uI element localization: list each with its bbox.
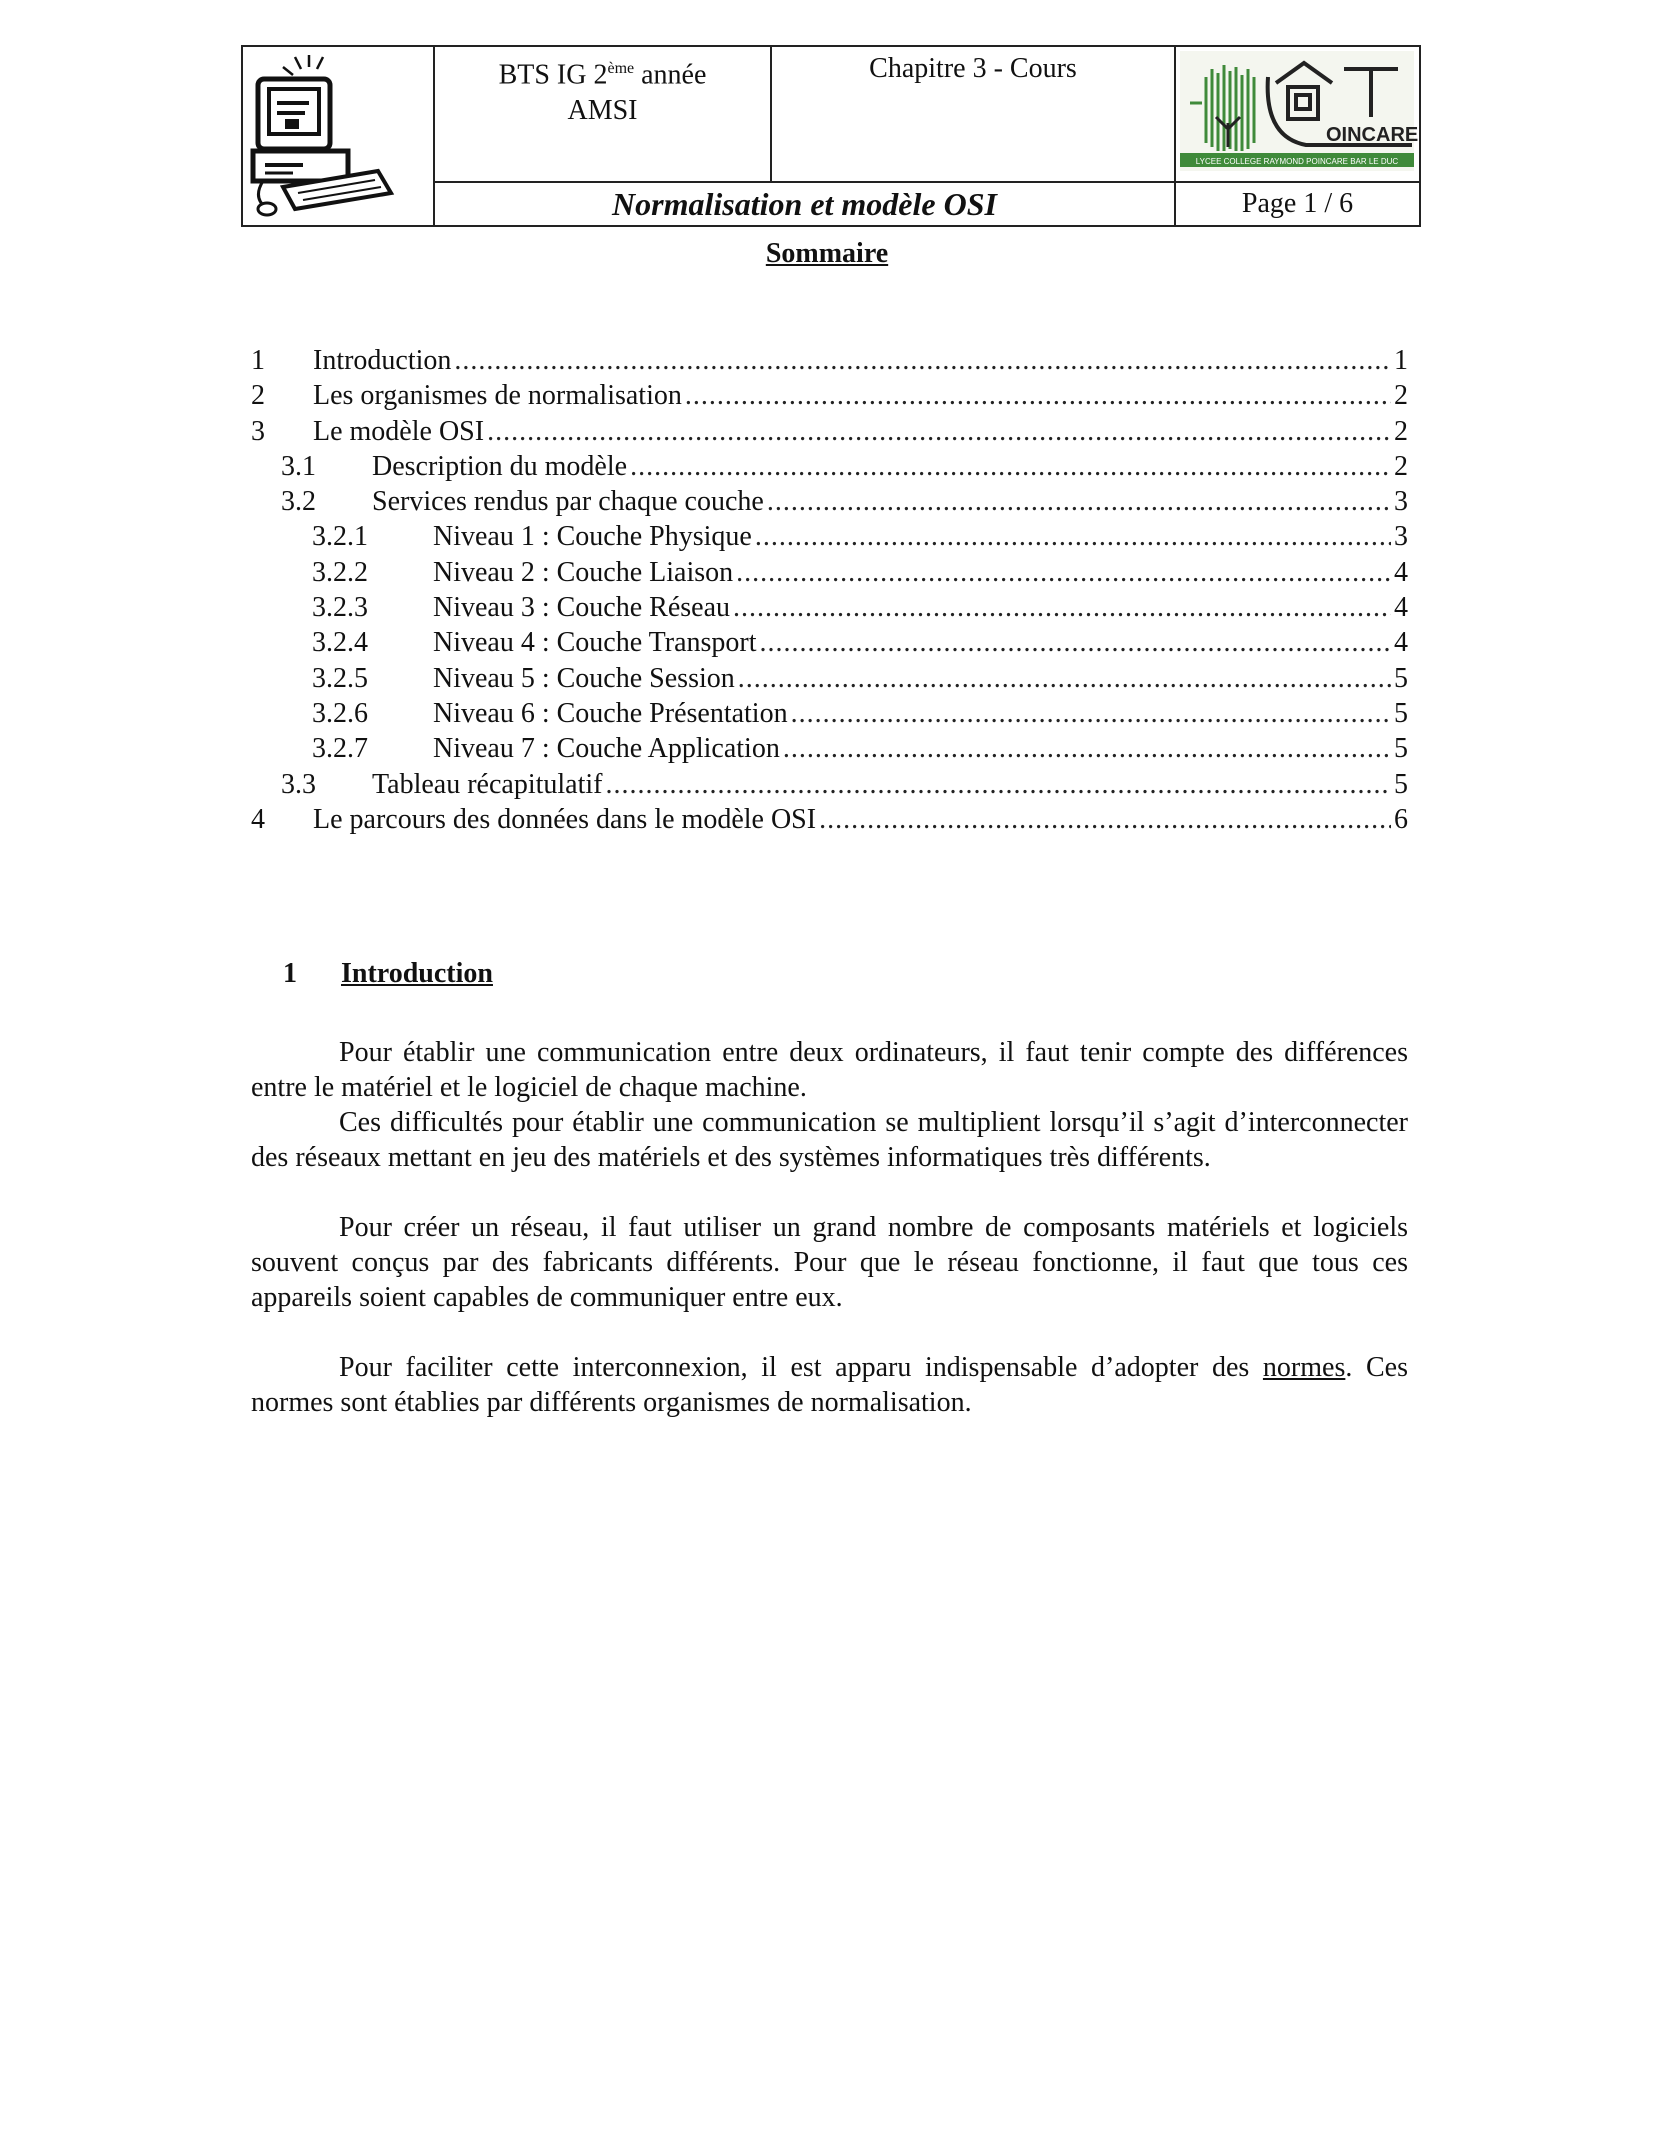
toc-entry[interactable]: 3.2.2 Niveau 2 : Couche Liaison ..... 4 <box>251 555 1408 590</box>
paragraph: Ces difficultés pour établir une communication se multiplient lorsqu’il s’agit d’interconnecter des réseaux mettant en jeu des matériels et des systèmes informatiques très différents. <box>251 1107 1408 1173</box>
school-logo-text: OINCARE <box>1326 124 1419 146</box>
course-cell <box>434 46 771 182</box>
toc-entry[interactable]: 2 Les organismes de normalisation ..... 2 <box>251 378 1408 413</box>
toc-entry[interactable]: 3.2.1 Niveau 1 : Couche Physique ..... 3 <box>251 519 1408 554</box>
paragraph: Pour établir une communication entre deux ordinateurs, il faut tenir compte des différences entre le matériel et le logiciel de chaque machine. <box>251 1037 1408 1103</box>
toc-entry[interactable]: 3.2.7 Niveau 7 : Couche Application ..... 5 <box>251 731 1408 766</box>
toc-entry[interactable]: 3.2.3 Niveau 3 : Couche Réseau ..... 4 <box>251 590 1408 625</box>
toc-entry[interactable]: 3.2.4 Niveau 4 : Couche Transport ..... 4 <box>251 625 1408 660</box>
section-body <box>251 1035 1408 1420</box>
toc-entry[interactable]: 3.3 Tableau récapitulatif ..... 5 <box>251 767 1408 802</box>
toc-heading: Sommaire <box>765 238 889 269</box>
toc-entry[interactable]: 3.2 Services rendus par chaque couche ..... 3 <box>251 484 1408 519</box>
normes-term: normes <box>1262 1352 1346 1383</box>
toc-entry[interactable]: 3 Le modèle OSI ..... 2 <box>251 414 1408 449</box>
table-of-contents <box>251 343 1408 837</box>
computer-clipart-icon <box>242 46 434 226</box>
section-heading <box>283 958 493 990</box>
header-table <box>241 45 1421 227</box>
page-number: Page 1 / 6 <box>1175 182 1420 226</box>
paragraph: Pour créer un réseau, il faut utiliser un grand nombre de composants matériels et logiciels souvent conçus par des fabricants différents. Pour que le réseau fonctionne, il faut que tous ces appareils soient capables de communiquer entre eux. <box>251 1212 1408 1313</box>
course-line-2: AMSI <box>567 95 638 127</box>
toc-entry[interactable]: 3.1 Description du modèle ..... 2 <box>251 449 1408 484</box>
chapter-label: Chapitre 3 - Cours <box>771 46 1175 182</box>
doc-title: Normalisation et modèle OSI <box>434 182 1175 226</box>
toc-entry[interactable]: 3.2.5 Niveau 5 : Couche Session ..... 5 <box>251 661 1408 696</box>
school-logo <box>1175 46 1420 182</box>
school-logo-caption: LYCEE COLLEGE RAYMOND POINCARE BAR LE DUC <box>1195 157 1399 166</box>
toc-entry[interactable]: 4 Le parcours des données dans le modèle OSI ..... 6 <box>251 802 1408 837</box>
section-number: 1 <box>283 958 297 989</box>
section-title: Introduction <box>341 958 493 989</box>
toc-entry[interactable]: 3.2.6 Niveau 6 : Couche Présentation ..... 5 <box>251 696 1408 731</box>
course-line-1: BTS IG 2ème année <box>498 59 707 91</box>
paragraph: Pour faciliter cette interconnexion, il est apparu indispensable d’adopter des normes. Ces normes sont établies par différents organismes de normalisation. <box>251 1352 1408 1418</box>
toc-entry[interactable]: 1 Introduction ..... 1 <box>251 343 1408 378</box>
